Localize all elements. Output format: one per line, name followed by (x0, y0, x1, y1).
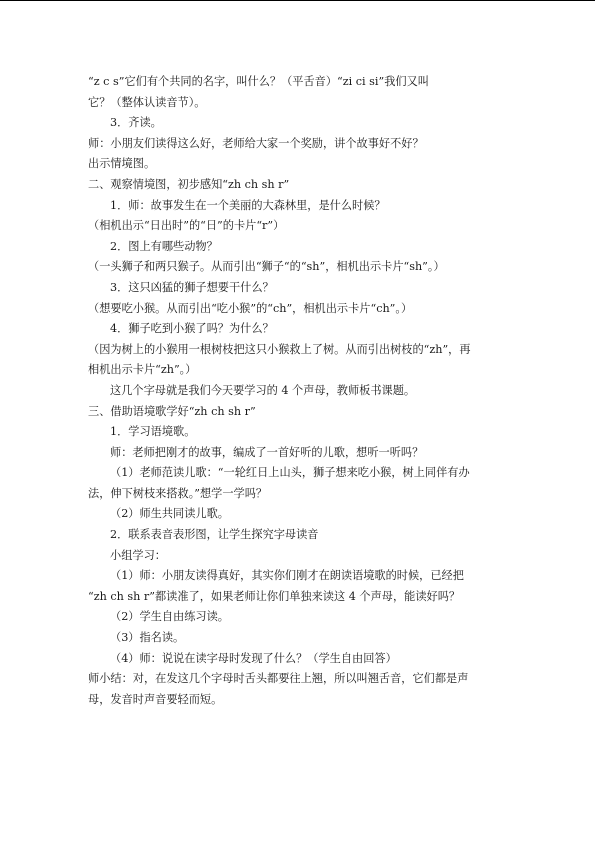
section-heading-2: 二、观察情境图，初步感知“zh ch sh r” (88, 177, 290, 191)
text-line-9: 2．图上有哪些动物？ (110, 239, 218, 253)
section-heading-3: 三、借助语境歌学好“zh ch sh r” (88, 404, 256, 418)
text-line-20: （1）老师范读儿歌：“一轮红日上山头，狮子想来吃小猴，树上同伴有办 (110, 466, 470, 480)
text-line-29: （4）师：说说在读字母时发现了什么？（学生自由回答） (110, 651, 397, 665)
text-line-26: “zh ch sh r”都读准了，如果老师让你们单独来读这 4 个声母，能读好吗？ (88, 589, 461, 603)
text-line-27: （2）学生自由练习读。 (110, 610, 229, 624)
text-line-31: 母，发音时声音要轻而短。 (88, 692, 223, 706)
text-line-24: 小组学习： (110, 548, 166, 562)
text-line-25: （1）师：小朋友读得真好，其实你们刚才在朗读语境歌的时候，已经把 (110, 569, 464, 583)
text-line-5: 出示情境图。 (88, 157, 156, 171)
text-line-11: 3．这只凶猛的狮子想要干什么？ (110, 280, 274, 294)
text-line-16: 这几个字母就是我们今天要学习的 4 个声母，教师板书课题。 (110, 383, 416, 397)
text-line-1: “z c s”它们有个共同的名字，叫什么？（平舌音）“zi ci si”我们又叫 (88, 75, 429, 88)
text-line-4: 师：小朋友们读得这么好，老师给大家一个奖励，讲个故事好不好？ (88, 136, 424, 150)
text-line-15: 相机出示卡片“zh”。） (88, 363, 197, 377)
text-line-10: （一头狮子和两只猴子。从而引出“狮子“的“sh”，相机出示卡片“sh”。） (88, 260, 445, 274)
text-line-13: 4．狮子吃到小猴了吗？为什么？ (110, 322, 274, 336)
text-line-18: 1．学习语境歌。 (110, 425, 196, 439)
text-line-19: 师：老师把刚才的故事，编成了一首好听的儿歌，想听一听吗？ (110, 445, 424, 459)
text-line-28: （3）指名读。 (110, 631, 185, 645)
document-body (88, 72, 508, 710)
text-line-12: （想要吃小猴。从而引出“吃小猴”的“ch”，相机出示卡片“ch”。） (88, 301, 413, 315)
text-line-21: 法，伸下树枝来搭救。”想学一学吗？ (88, 486, 268, 500)
text-line-2: 它？（整体认读音节）。 (88, 95, 206, 109)
text-line-7: 1．师：故事发生在一个美丽的大森林里，是什么时候？ (110, 198, 386, 212)
text-line-14: （因为树上的小猴用一根树枝把这只小猴救上了树。从而引出树枝的“zh”，再 (88, 342, 471, 356)
text-line-30: 师小结：对，在发这几个字母时舌头都要往上翘，所以叫翘舌音，它们都是声 (88, 672, 469, 686)
text-line-3: 3．齐读。 (110, 116, 162, 130)
text-line-8: （相机出示“日出时”的“日”的卡片“r”） (88, 219, 285, 233)
page-top-border (0, 0, 595, 1)
text-line-23: 2．联系表音表形图，让学生探究字母读音 (110, 528, 319, 542)
text-line-22: （2）师生共同读儿歌。 (110, 507, 229, 521)
